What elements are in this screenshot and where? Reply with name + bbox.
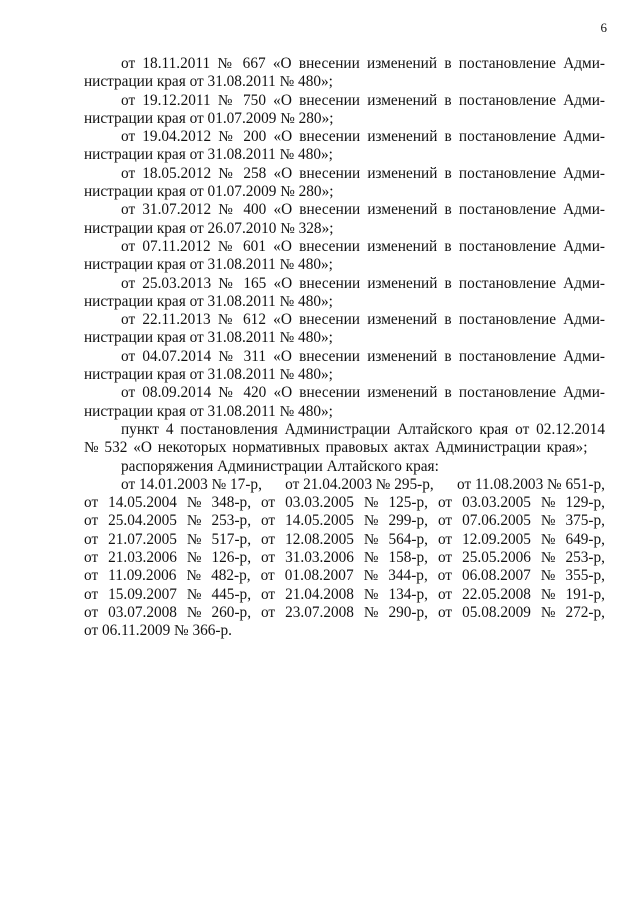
orders-token: от: [437, 585, 453, 603]
decree-item: от 18.11.2011 № 667 «О внесении изменений в постановление Администрации края от 31.08.2011 № 480»;: [84, 55, 605, 91]
decree-item: от 18.05.2012 № 258 «О внесении изменений в постановление Администрации края от 01.07.2009 № 280»;: [84, 164, 605, 201]
orders-token: №: [186, 549, 202, 567]
orders-token: от: [260, 549, 276, 567]
orders-token: 290-р,: [388, 603, 428, 621]
orders-line: [84, 604, 605, 622]
orders-line: [84, 476, 605, 494]
orders-token: 03.03.2005: [285, 494, 354, 512]
orders-token: 191-р,: [565, 585, 605, 603]
orders-token: №: [186, 603, 202, 621]
orders-token: 125-р,: [388, 494, 428, 512]
orders-token: от: [260, 603, 276, 621]
decree-item: от 07.11.2012 № 601 «О внесении изменений в постановление Администрации края от 31.08.2011 № 480»;: [84, 237, 605, 274]
decree-item: от 25.03.2013 № 165 «О внесении изменений в постановление Администрации края от 31.08.2011 № 480»;: [84, 274, 605, 310]
decree-list: [84, 55, 605, 421]
orders-token: 03.03.2005: [462, 494, 531, 512]
decree-item: от 31.07.2012 № 400 «О внесении изменений в постановление Администрации края от 26.07.2010 № 328»;: [84, 201, 605, 237]
decree-item: от 19.04.2012 № 200 «О внесении изменений в постановление Администрации края от 31.08.2011 № 480»;: [84, 128, 605, 164]
orders-token: 22.05.2008: [462, 585, 531, 603]
orders-line: [84, 586, 605, 604]
orders-token: №: [186, 530, 202, 548]
orders-token: 375-р,: [565, 512, 605, 530]
orders-token: №: [363, 530, 379, 548]
orders-token: 21.04.2008: [285, 585, 354, 603]
orders-token: от: [84, 567, 99, 585]
orders-token: 21.03.2006: [108, 549, 177, 567]
orders-line: [84, 531, 605, 549]
orders-token: от: [84, 585, 99, 603]
orders-token: от: [260, 567, 275, 585]
orders-token: от 11.08.2003 № 651-р,: [457, 475, 605, 493]
orders-token: 253-р,: [211, 512, 252, 530]
orders-token: №: [186, 512, 202, 530]
document-body: [84, 55, 605, 641]
page-number: 6: [600, 20, 607, 35]
orders-token: 649-р,: [565, 530, 605, 548]
orders-token: 14.05.2005: [285, 512, 354, 530]
orders-token: 348-р,: [211, 494, 252, 512]
orders-line: [84, 494, 605, 512]
orders-token: 126-р,: [211, 549, 252, 567]
orders-token: от: [260, 512, 276, 530]
orders-token: от: [437, 530, 453, 548]
orders-token: от: [437, 549, 453, 567]
orders-token: 06.08.2007: [461, 567, 531, 585]
orders-token: 253-р,: [565, 549, 605, 567]
orders-token: 15.09.2007: [108, 585, 177, 603]
orders-token: от: [84, 603, 99, 621]
orders-token: №: [363, 567, 379, 585]
orders-token: №: [363, 494, 379, 512]
orders-token: 260-р,: [211, 603, 252, 621]
orders-token: №: [540, 567, 556, 585]
clause-paragraph: пункт 4 постановления Администрации Алтайского края от 02.12.2014 № 532 «О некоторых нормативных правовых актах Администрации края»;: [84, 420, 605, 457]
decree-item: от 19.12.2011 № 750 «О внесении изменений в постановление Администрации края от 01.07.2009 № 280»;: [84, 91, 605, 127]
orders-token: 25.04.2005: [108, 512, 177, 530]
orders-token: от: [437, 512, 453, 530]
orders-token: от: [84, 512, 99, 530]
orders-token: №: [363, 512, 379, 530]
orders-list: [84, 476, 605, 641]
orders-token: 299-р,: [388, 512, 428, 530]
orders-token: 355-р,: [565, 567, 605, 585]
orders-token: №: [540, 603, 556, 621]
orders-token: от: [84, 549, 99, 567]
orders-line: [84, 567, 605, 585]
orders-token: №: [186, 585, 202, 603]
orders-token: 272-р,: [565, 603, 605, 621]
orders-token: №: [540, 585, 556, 603]
orders-token: 03.07.2008: [108, 603, 177, 621]
orders-token: 21.07.2005: [108, 530, 177, 548]
orders-token: 01.08.2007: [284, 567, 354, 585]
orders-token: 25.05.2006: [462, 549, 531, 567]
orders-token: №: [540, 530, 556, 548]
orders-token: 482-р,: [211, 567, 251, 585]
orders-token: №: [540, 549, 556, 567]
orders-token: от: [260, 530, 276, 548]
orders-token: от: [437, 567, 452, 585]
orders-token: №: [186, 567, 202, 585]
orders-token: 05.08.2009: [462, 603, 531, 621]
decree-item: от 04.07.2014 № 311 «О внесении изменений в постановление Администрации края от 31.08.2011 № 480»;: [84, 347, 605, 384]
orders-token: 344-р,: [388, 567, 428, 585]
decree-item: от 22.11.2013 № 612 «О внесении изменений в постановление Администрации края от 31.08.2011 № 480»;: [84, 311, 605, 347]
orders-token: №: [186, 494, 202, 512]
orders-token: 07.06.2005: [462, 512, 531, 530]
orders-token: 31.03.2006: [285, 549, 354, 567]
orders-token: 23.07.2008: [285, 603, 354, 621]
orders-token: 129-р,: [565, 494, 605, 512]
orders-token: от: [260, 585, 276, 603]
orders-token: от: [84, 494, 99, 512]
orders-token: 12.08.2005: [285, 530, 354, 548]
orders-token: №: [363, 603, 379, 621]
orders-token: 158-р,: [388, 549, 428, 567]
orders-token: от: [260, 494, 276, 512]
orders-token: 445-р,: [211, 585, 252, 603]
orders-line: [84, 512, 605, 530]
orders-heading: распоряжения Администрации Алтайского края:: [121, 457, 439, 475]
orders-token: 12.09.2005: [462, 530, 531, 548]
orders-token: от 14.01.2003 № 17-р,: [121, 475, 262, 493]
orders-token: №: [540, 494, 556, 512]
orders-line: [84, 549, 605, 567]
decree-item: от 08.09.2014 № 420 «О внесении изменений в постановление Администрации края от 31.08.2011 № 480»;: [84, 384, 605, 420]
orders-token: от 06.11.2009 № 366-р.: [84, 622, 232, 640]
orders-token: от: [84, 530, 99, 548]
orders-token: №: [363, 549, 379, 567]
orders-token: от 21.04.2003 № 295-р,: [285, 475, 434, 493]
orders-token: 11.09.2006: [108, 567, 177, 585]
orders-token: от: [437, 494, 453, 512]
orders-line: [84, 622, 605, 640]
orders-token: №: [540, 512, 556, 530]
orders-token: 134-р,: [388, 585, 428, 603]
orders-token: 14.05.2004: [108, 494, 177, 512]
orders-token: от: [437, 603, 453, 621]
orders-token: №: [363, 585, 379, 603]
orders-token: 517-р,: [211, 530, 252, 548]
orders-token: 564-р,: [388, 530, 428, 548]
